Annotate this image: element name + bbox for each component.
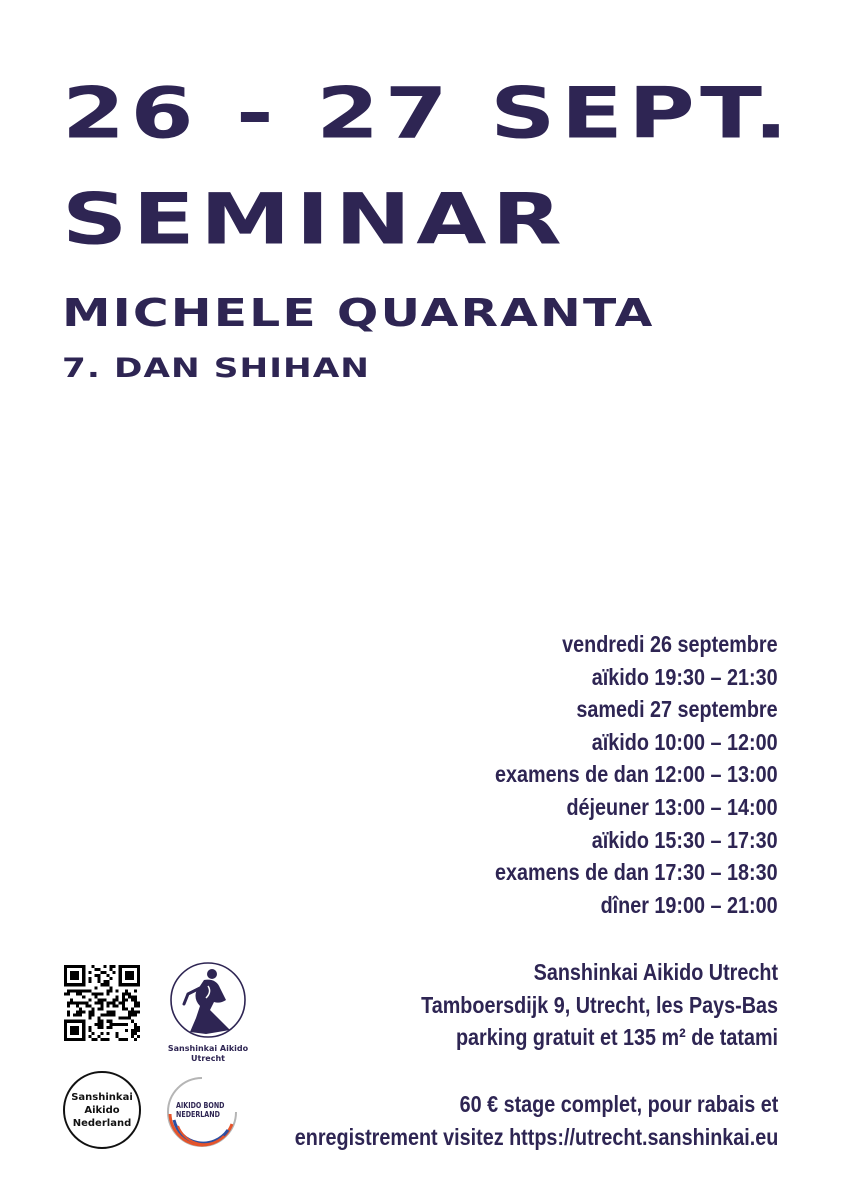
schedule-list [449, 628, 778, 921]
utrecht-logo-label-2: Utrecht [191, 1054, 225, 1063]
venue-address: Tamboersdijk 9, Utrecht, les Pays-Bas [421, 991, 778, 1018]
sanshinkai-nederland-logo [63, 1071, 141, 1149]
pricing-line-1: 60 € stage complet, pour rabais et [459, 1091, 778, 1117]
nederland-logo-line-3: Nederland [72, 1117, 132, 1129]
qr-code-icon[interactable] [64, 965, 140, 1041]
pricing-info [216, 1088, 778, 1153]
schedule-line: aïkido 15:30 – 17:30 [592, 826, 778, 853]
schedule-line: dîner 19:00 – 21:00 [600, 891, 778, 918]
event-title: SEMINAR [62, 178, 568, 261]
aikido-figure-logo [160, 958, 256, 1066]
schedule-line: samedi 27 septembre [576, 696, 778, 723]
event-dates: 26 - 27 SEPT. [62, 72, 794, 155]
schedule-line: déjeuner 13:00 – 14:00 [566, 793, 778, 820]
schedule-line: aïkido 10:00 – 12:00 [592, 728, 778, 755]
aikido-bond-rings-logo [162, 1074, 242, 1150]
venue-name: Sanshinkai Aikido Utrecht [533, 959, 778, 985]
venue-info [363, 956, 778, 1054]
abn-logo-line-2: NEDERLAND [176, 1110, 220, 1119]
utrecht-logo-label-1: Sanshinkai Aikido [167, 1044, 249, 1053]
schedule-line: examens de dan 17:30 – 18:30 [495, 859, 778, 886]
schedule-line: aïkido 19:30 – 21:30 [592, 663, 778, 690]
abn-logo-line-1: AIKIDO BOND [176, 1101, 225, 1110]
abn-logo-text [176, 1101, 229, 1119]
schedule-line: vendredi 26 septembre [562, 631, 778, 657]
venue-facilities: parking gratuit et 135 m² de tatami [455, 1024, 778, 1051]
instructor-rank: 7. DAN SHIHAN [62, 352, 371, 384]
schedule-line: examens de dan 12:00 – 13:00 [495, 761, 778, 788]
pricing-line-2[interactable]: enregistrement visitez https://utrecht.sanshinkai.eu [294, 1123, 778, 1150]
nederland-logo-line-1: Sanshinkai [71, 1091, 133, 1103]
instructor-name: MICHELE QUARANTA [62, 290, 655, 336]
nederland-logo-line-2: Aikido [84, 1104, 120, 1116]
